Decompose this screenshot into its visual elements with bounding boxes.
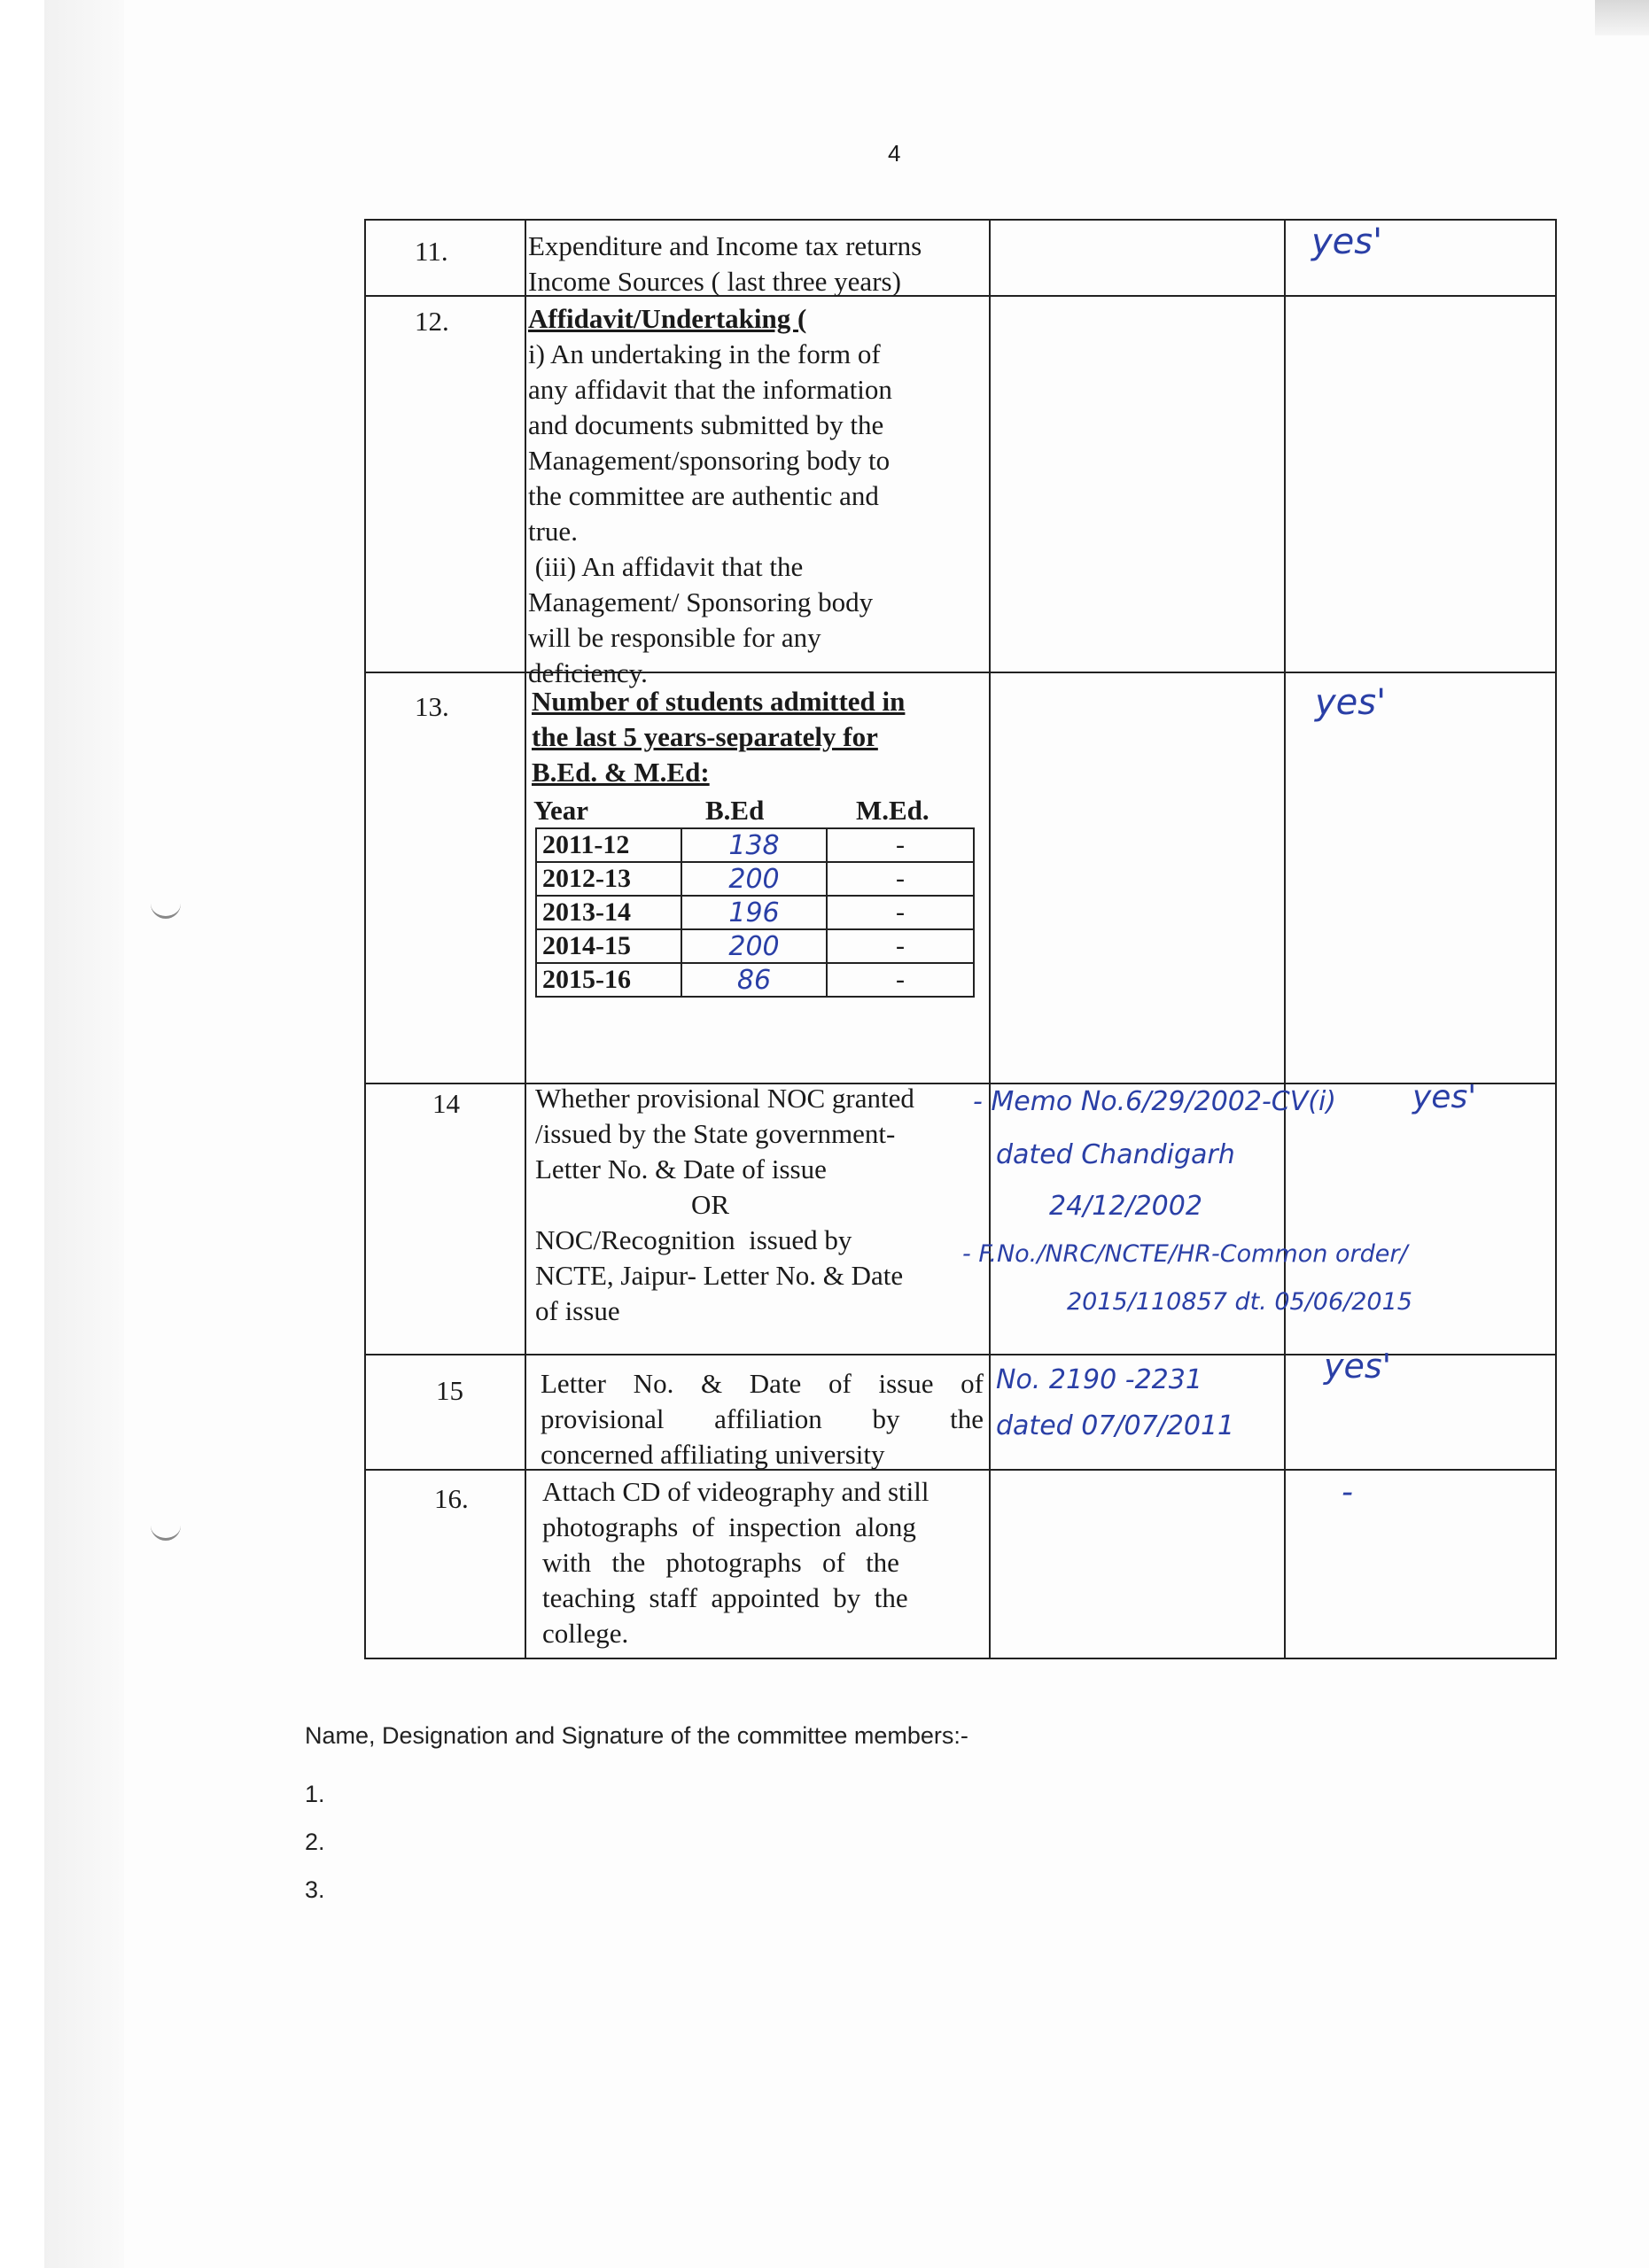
description-line: will be responsible for any	[528, 622, 821, 653]
handwritten-note: dated Chandigarh	[996, 1139, 1235, 1170]
table-row	[536, 963, 974, 997]
row-number: 15	[436, 1375, 463, 1406]
handwritten-status: yes'	[1315, 682, 1387, 723]
med-count: -	[827, 862, 974, 896]
description-line: concerned affiliating university	[541, 1439, 885, 1470]
med-count: -	[827, 896, 974, 929]
handwritten-note: dated 07/07/2011	[996, 1410, 1235, 1441]
column-header-year: Year	[533, 795, 588, 826]
row-number: 11.	[415, 236, 448, 267]
description-line: OR	[691, 1189, 730, 1220]
description-line: Management/ Sponsoring body	[528, 586, 874, 617]
year-cell: 2014-15	[536, 929, 681, 963]
description-line: NCTE, Jaipur- Letter No. & Date	[535, 1260, 904, 1291]
column-header-bed: B.Ed	[705, 795, 765, 826]
handwritten-note: 24/12/2002	[1049, 1191, 1202, 1222]
staple-mark	[151, 904, 181, 919]
bed-count: 86	[681, 963, 827, 997]
description-line: any affidavit that the information	[528, 374, 892, 405]
year-cell: 2013-14	[536, 896, 681, 929]
description-line: Income Sources ( last three years)	[528, 266, 901, 297]
description-line: Management/sponsoring body to	[528, 445, 891, 476]
handwritten-note: - Memo No.6/29/2002-CV(i)	[973, 1086, 1337, 1117]
description-line: Letter No. & Date of issue of	[541, 1368, 984, 1399]
handwritten-status: yes'	[1412, 1079, 1477, 1115]
year-cell: 2011-12	[536, 828, 681, 862]
med-count: -	[827, 963, 974, 997]
bed-count: 138	[681, 828, 827, 862]
description-heading: Number of students admitted in	[532, 686, 906, 717]
row-number: 13.	[415, 691, 449, 722]
description-line: Expenditure and Income tax returns	[528, 230, 922, 261]
handwritten-status: yes'	[1324, 1347, 1392, 1386]
row-number: 16.	[434, 1483, 469, 1514]
row-description	[535, 1081, 914, 1329]
description-line: /issued by the State government-	[535, 1118, 896, 1149]
handwritten-status: -	[1342, 1474, 1353, 1511]
year-cell: 2015-16	[536, 963, 681, 997]
description-line: Whether provisional NOC granted	[535, 1083, 914, 1114]
bed-count: 200	[681, 929, 827, 963]
description-heading: B.Ed. & M.Ed:	[532, 757, 710, 788]
bed-count: 200	[681, 862, 827, 896]
scan-edge	[1595, 0, 1649, 35]
description-line: Letter No. & Date of issue	[535, 1153, 827, 1184]
description-line: with the photographs of the	[542, 1547, 899, 1578]
handwritten-note: - F.No./NRC/NCTE/HR-Common order/	[962, 1240, 1408, 1268]
description-line: the committee are authentic and	[528, 480, 879, 511]
admissions-table	[535, 827, 975, 998]
member-number: 2.	[305, 1829, 325, 1855]
table-row	[536, 828, 974, 862]
description-line: and documents submitted by the	[528, 409, 884, 440]
signature-section-title: Name, Designation and Signature of the committee members:-	[305, 1722, 968, 1749]
med-count: -	[827, 828, 974, 862]
description-heading: Affidavit/Undertaking (	[528, 303, 807, 334]
description-line: college.	[542, 1618, 629, 1649]
row-description	[542, 1474, 982, 1651]
member-number: 1.	[305, 1781, 325, 1807]
bed-count: 196	[681, 896, 827, 929]
staple-mark	[151, 1526, 181, 1541]
page-fold-shadow	[44, 0, 124, 2268]
column-header-med: M.Ed.	[856, 795, 930, 826]
year-cell: 2012-13	[536, 862, 681, 896]
table-row	[536, 929, 974, 963]
description-line: of issue	[535, 1295, 620, 1326]
row-description	[532, 684, 905, 790]
description-line: i) An undertaking in the form of	[528, 338, 881, 369]
row-description	[541, 1366, 984, 1472]
description-line: teaching staff appointed by the	[542, 1582, 908, 1613]
table-row	[536, 896, 974, 929]
row-number: 14	[432, 1088, 460, 1119]
description-heading: the last 5 years-separately for	[532, 721, 878, 752]
handwritten-note: No. 2190 -2231	[996, 1364, 1202, 1395]
med-count: -	[827, 929, 974, 963]
row-number: 12.	[415, 306, 449, 337]
description-line: photographs of inspection along	[542, 1511, 916, 1542]
description-line: deficiency.	[528, 657, 648, 688]
row-description	[528, 301, 892, 691]
table-row	[536, 862, 974, 896]
description-line: true.	[528, 516, 578, 547]
description-line: (iii) An affidavit that the	[528, 551, 804, 582]
description-line: NOC/Recognition issued by	[535, 1224, 852, 1255]
description-line: provisional affiliation by the	[541, 1403, 984, 1434]
member-number: 3.	[305, 1876, 325, 1903]
description-line: Attach CD of videography and still	[542, 1476, 930, 1507]
handwritten-note: 2015/110857 dt. 05/06/2015	[1067, 1288, 1412, 1316]
row-description	[528, 229, 922, 299]
handwritten-status: yes'	[1311, 221, 1383, 262]
page-number: 4	[888, 140, 901, 167]
